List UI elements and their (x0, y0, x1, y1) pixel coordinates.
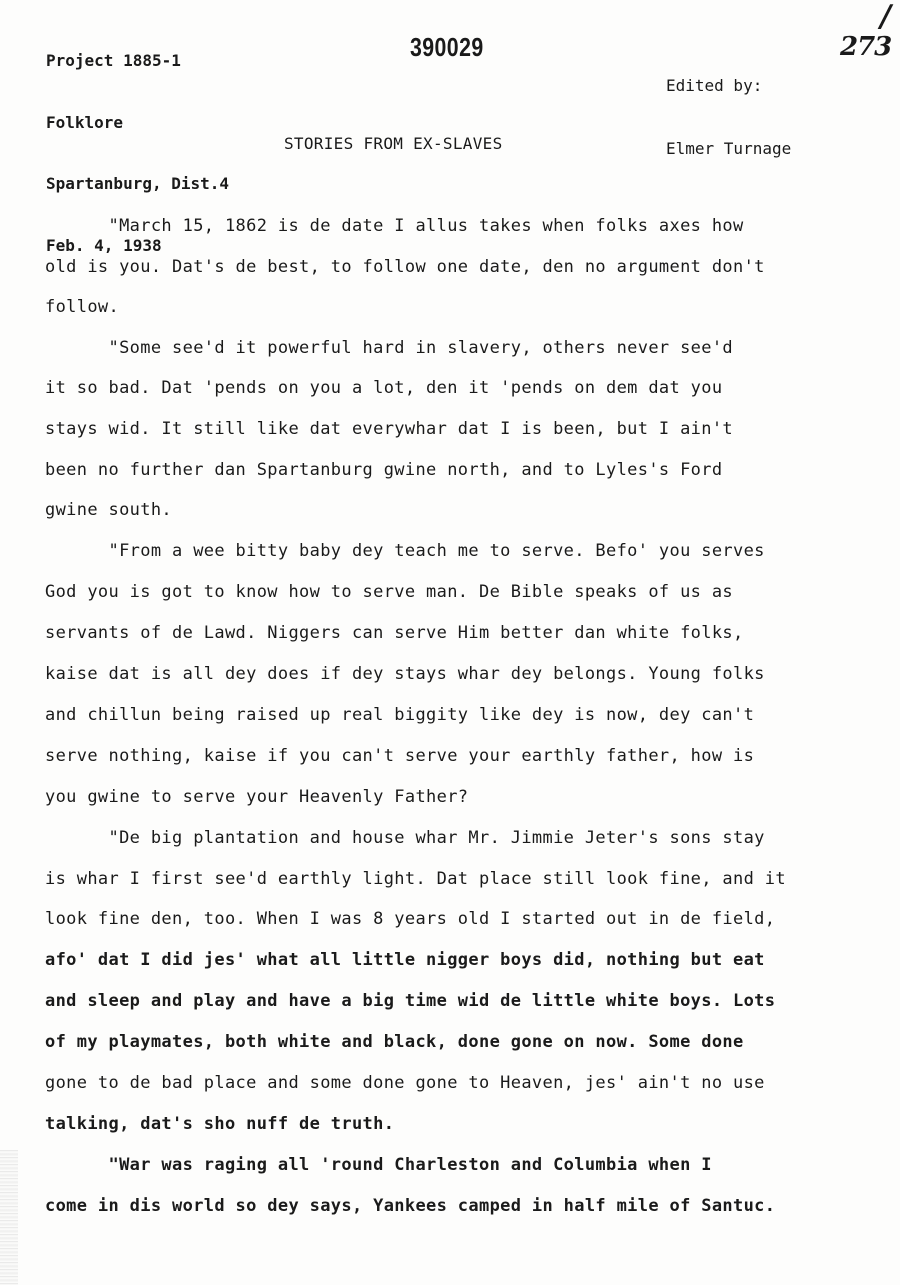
body-line: stays wid. It still like dat everywhar dat I is been, but I ain't (45, 419, 734, 439)
scan-artifact (0, 1150, 18, 1285)
body-line: is whar I first see'd earthly light. Dat place still look fine, and it (45, 869, 786, 889)
body-line: been no further dan Spartanburg gwine north, and to Lyles's Ford (45, 460, 723, 480)
body-line: talking, dat's sho nuff de truth. (45, 1114, 395, 1134)
body-line: look fine den, too. When I was 8 years old I started out in de field, (45, 909, 776, 929)
location-line: Spartanburg, Dist.4 (46, 174, 230, 193)
body-line: afo' dat I did jes' what all little nigger boys did, nothing but eat (45, 950, 765, 970)
body-line: "Some see'd it powerful hard in slavery, others never see'd (45, 338, 734, 358)
body-line: kaise dat is all dey does if dey stays whar dey belongs. Young folks (45, 664, 765, 684)
project-info-block (46, 10, 229, 297)
page-title: STORIES FROM EX-SLAVES (284, 134, 503, 153)
body-line: serve nothing, kaise if you can't serve your earthly father, how is (45, 746, 755, 766)
body-line: gone to de bad place and some done gone to Heaven, jes' ain't no use (45, 1073, 765, 1093)
body-line: "War was raging all 'round Charleston and Columbia when I (45, 1155, 712, 1175)
body-line: "March 15, 1862 is de date I allus takes when folks axes how (45, 216, 744, 236)
body-line: gwine south. (45, 500, 173, 520)
document-number: 390029 (410, 32, 484, 62)
editor-name: Elmer Turnage (666, 139, 792, 158)
body-line: old is you. Dat's de best, to follow one date, den no argument don't (45, 257, 765, 277)
body-line: God you is got to know how to serve man. De Bible speaks of us as (45, 582, 734, 602)
edited-by-label: Edited by: (666, 76, 763, 95)
body-line: follow. (45, 297, 120, 317)
body-line: and chillun being raised up real biggity like dey is now, dey can't (45, 705, 755, 725)
check-mark: / (880, 0, 891, 34)
body-line: it so bad. Dat 'pends on you a lot, den it 'pends on dem dat you (45, 378, 723, 398)
body-line: come in dis world so dey says, Yankees camped in half mile of Santuc. (45, 1196, 776, 1216)
body-line: servants of de Lawd. Niggers can serve Him better dan white folks, (45, 623, 744, 643)
date-line: Feb. 4, 1938 (46, 235, 162, 255)
body-line: "De big plantation and house whar Mr. Jimmie Jeter's sons stay (45, 828, 765, 848)
body-line: you gwine to serve your Heavenly Father? (45, 787, 469, 807)
body-line: "From a wee bitty baby dey teach me to serve. Befo' you serves (45, 541, 765, 561)
body-line: and sleep and play and have a big time wid de little white boys. Lots (45, 991, 776, 1011)
category-line: Folklore (46, 112, 124, 132)
page-number: 273 (840, 32, 892, 62)
project-line: Project 1885-1 (46, 51, 181, 70)
body-line: of my playmates, both white and black, done gone on now. Some done (45, 1032, 744, 1052)
editor-block (666, 33, 791, 201)
